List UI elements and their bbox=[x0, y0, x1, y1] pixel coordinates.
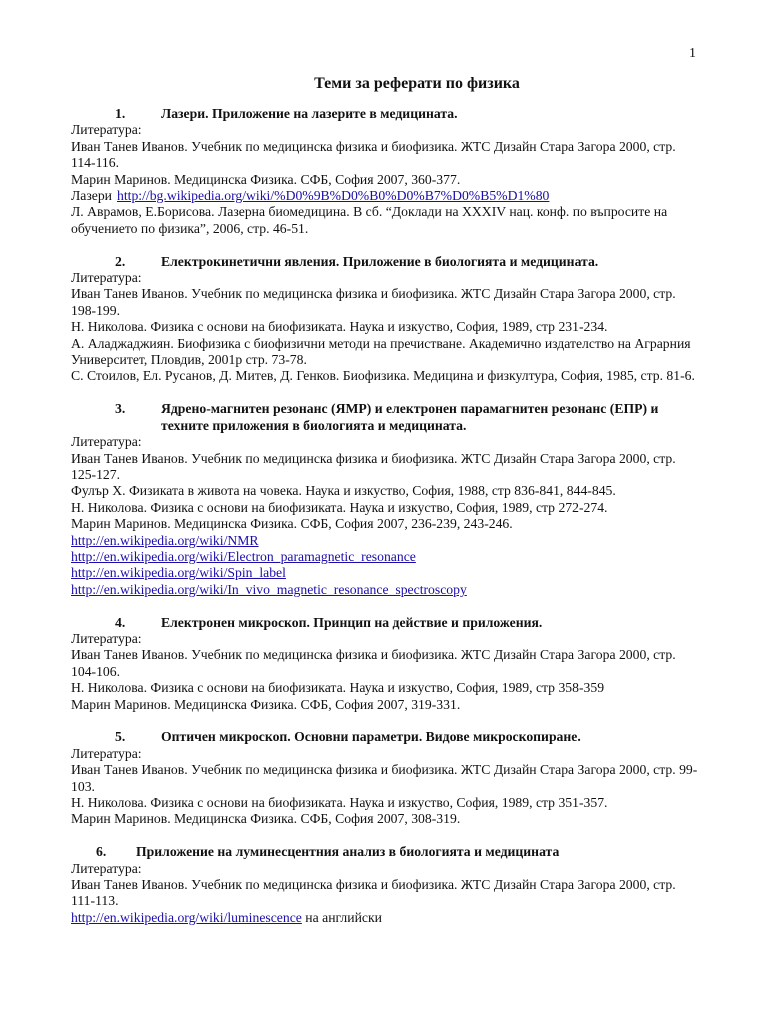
reference-entry bbox=[71, 697, 701, 713]
literature-label: Литература: bbox=[71, 270, 142, 286]
reference-entry bbox=[71, 336, 701, 369]
reference-text: Иван Танев Иванов. Учебник по медицинска физика и биофизика. ЖТС Дизайн Стара Загора 2000, стр. 104-106. bbox=[71, 647, 676, 679]
topic-number: 2. bbox=[115, 253, 126, 269]
reference-entry bbox=[71, 680, 701, 696]
topic-section bbox=[71, 254, 701, 385]
topic-heading bbox=[71, 106, 701, 122]
topic-heading bbox=[71, 401, 701, 434]
topic-number: 5. bbox=[115, 729, 126, 745]
reference-text: Н. Николова. Физика с основи на биофизиката. Наука и изкуство, София, 1989, стр 351-357. bbox=[71, 795, 608, 810]
reference-entry bbox=[71, 451, 701, 484]
reference-prefix: Лазери bbox=[71, 188, 113, 204]
topic-section bbox=[71, 106, 701, 237]
reference-suffix: на английски bbox=[305, 909, 382, 925]
reference-text: Марин Маринов. Медицинска Физика. СФБ, София 2007, 319-331. bbox=[71, 696, 461, 712]
reference-entry bbox=[71, 647, 701, 680]
reference-link[interactable]: http://en.wikipedia.org/wiki/Spin_label bbox=[71, 565, 286, 581]
reference-entry bbox=[71, 582, 701, 598]
reference-entry bbox=[71, 483, 701, 499]
reference-entry bbox=[71, 286, 701, 319]
reference-link[interactable]: http://en.wikipedia.org/wiki/luminescence bbox=[71, 909, 302, 925]
topics-list bbox=[71, 106, 701, 943]
topic-heading bbox=[71, 844, 701, 860]
reference-text: Иван Танев Иванов. Учебник по медицинска физика и биофизика. ЖТС Дизайн Стара Загора 2000, стр. 111-113. bbox=[71, 877, 676, 909]
reference-text: Иван Танев Иванов. Учебник по медицинска физика и биофизика. ЖТС Дизайн Стара Загора 2000, стр. 99-103. bbox=[71, 762, 698, 794]
reference-entry bbox=[71, 762, 701, 795]
reference-entry bbox=[71, 910, 701, 926]
reference-text: С. Стоилов, Ел. Русанов, Д. Митев, Д. Генков. Биофизика. Медицина и физкултура, София, 1985, стр. 81-6. bbox=[71, 368, 695, 384]
topic-title: Ядрено-магнитен резонанс (ЯМР) и електронен парамагнитен резонанс (ЕПР) и техните приложения в биологията и медицината. bbox=[161, 401, 659, 433]
topic-number: 4. bbox=[115, 614, 126, 630]
reference-text: Н. Николова. Физика с основи на биофизиката. Наука и изкуство, София, 1989, стр 358-359 bbox=[71, 680, 605, 696]
reference-entry bbox=[71, 516, 701, 532]
reference-text: Н. Николова. Физика с основи на биофизиката. Наука и изкуство, София, 1989, стр 231-234. bbox=[71, 319, 608, 335]
reference-text: Л. Аврамов, Е.Борисова. Лазерна биомедицина. В сб. “Доклади на XXXIV нац. конф. по въпросите на обучението по физика”, 2006, стр. 46-51. bbox=[71, 204, 668, 236]
topic-number: 3. bbox=[115, 401, 126, 417]
document-title: Теми за реферати по физика bbox=[314, 75, 520, 92]
reference-text: Марин Маринов. Медицинска Физика. СФБ, София 2007, 308-319. bbox=[71, 811, 461, 827]
reference-entry bbox=[71, 188, 701, 204]
reference-link[interactable]: http://en.wikipedia.org/wiki/Electron_paramagnetic_resonance bbox=[71, 548, 416, 564]
literature-label: Литература: bbox=[71, 860, 142, 876]
reference-entry bbox=[71, 877, 701, 910]
topic-section bbox=[71, 729, 701, 827]
topic-section bbox=[71, 401, 701, 598]
literature-label: Литература: bbox=[71, 122, 142, 138]
topic-heading bbox=[71, 615, 701, 631]
topic-heading bbox=[71, 729, 701, 745]
reference-entry bbox=[71, 549, 701, 565]
reference-link[interactable]: http://bg.wikipedia.org/wiki/%D0%9B%D0%B0%D0%B7%D0%B5%D1%80 bbox=[117, 188, 550, 204]
topic-number: 6. bbox=[96, 844, 107, 860]
literature-label: Литература: bbox=[71, 434, 142, 450]
literature-label: Литература: bbox=[71, 745, 142, 761]
reference-text: Иван Танев Иванов. Учебник по медицинска физика и биофизика. ЖТС Дизайн Стара Загора 2000, стр. 125-127. bbox=[71, 450, 676, 482]
topic-heading bbox=[71, 254, 701, 270]
topic-section bbox=[71, 615, 701, 713]
page-number: 1 bbox=[689, 46, 696, 61]
reference-entry bbox=[71, 533, 701, 549]
reference-text: Марин Маринов. Медицинска Физика. СФБ, София 2007, 360-377. bbox=[71, 171, 461, 187]
reference-text: Н. Николова. Физика с основи на биофизиката. Наука и изкуство, София, 1989, стр 272-274. bbox=[71, 499, 608, 515]
reference-text: А. Аладжаджиян. Биофизика с биофизични методи на пречистване. Академично издателство на Аграрния Университет, Пловдив, 2001р стр. 73-78. bbox=[71, 335, 691, 368]
reference-link[interactable]: http://en.wikipedia.org/wiki/In_vivo_magnetic_resonance_spectroscopy bbox=[71, 581, 467, 597]
reference-text: Фулър Х. Физиката в живота на човека. Наука и изкуство, София, 1988, стр 836-841, 844-845. bbox=[71, 483, 616, 499]
reference-entry bbox=[71, 500, 701, 516]
reference-text: Иван Танев Иванов. Учебник по медицинска физика и биофизика. ЖТС Дизайн Стара Загора 2000, стр. 198-199. bbox=[71, 286, 676, 318]
reference-entry bbox=[71, 172, 701, 188]
reference-text: Иван Танев Иванов. Учебник по медицинска физика и биофизика. ЖТС Дизайн Стара Загора 2000, стр. 114-116. bbox=[71, 138, 676, 171]
topic-title: Електрокинетични явления. Приложение в биологията и медицината. bbox=[161, 253, 599, 269]
reference-entry bbox=[71, 795, 701, 811]
reference-entry bbox=[71, 139, 701, 172]
topic-title: Електронен микроскоп. Принцип на действие и приложения. bbox=[161, 614, 543, 630]
reference-link[interactable]: http://en.wikipedia.org/wiki/NMR bbox=[71, 532, 259, 548]
reference-text: Марин Маринов. Медицинска Физика. СФБ, София 2007, 236-239, 243-246. bbox=[71, 516, 513, 532]
topic-title: Лазери. Приложение на лазерите в медицината. bbox=[161, 106, 458, 121]
reference-entry bbox=[71, 368, 701, 384]
topic-section bbox=[71, 844, 701, 926]
reference-entry bbox=[71, 319, 701, 335]
topic-number: 1. bbox=[115, 106, 126, 121]
reference-entry bbox=[71, 811, 701, 827]
topic-title: Приложение на луминесцентния анализ в биологията и медицината bbox=[136, 844, 560, 860]
reference-entry bbox=[71, 565, 701, 581]
reference-entry bbox=[71, 204, 701, 237]
literature-label: Литература: bbox=[71, 630, 142, 646]
topic-title: Оптичен микроскоп. Основни параметри. Видове микроскопиране. bbox=[161, 729, 581, 745]
